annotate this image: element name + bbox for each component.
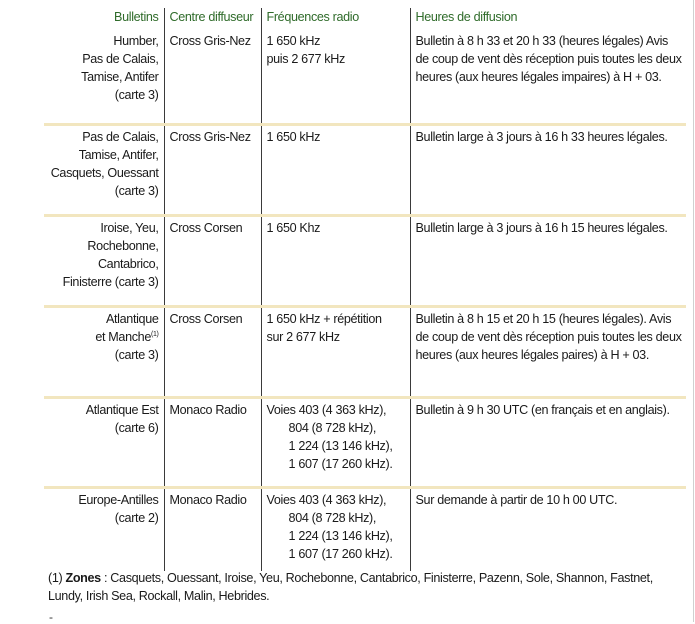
bulletin-cell — [44, 124, 164, 215]
bulletin-carte: (carte 3) — [114, 347, 159, 362]
frequency-cell — [261, 487, 410, 571]
frequency-line: Voies 403 (4 363 kHz), — [266, 492, 387, 507]
footnote-reference: (1) — [150, 330, 159, 338]
bulletin-cell — [44, 215, 164, 306]
frequency-cell — [261, 124, 410, 215]
table-row — [44, 487, 686, 571]
page-edge-rule — [693, 0, 694, 622]
table-header-row — [44, 8, 686, 28]
bulletin-carte: (carte 6) — [114, 420, 159, 435]
footnote-prefix: (1) — [48, 571, 66, 585]
frequency-line: 1 650 Khz — [266, 220, 321, 235]
schedule-cell: Bulletin large à 3 jours à 16 h 15 heures légales. — [410, 215, 686, 306]
frequency-line: 1 650 kHz + répétition — [266, 311, 382, 326]
centre-cell: Monaco Radio — [164, 487, 261, 571]
frequency-line: 804 (8 728 kHz), — [266, 420, 377, 435]
frequency-line: sur 2 677 kHz — [266, 329, 340, 344]
bulletin-carte: Finisterre (carte 3) — [62, 274, 159, 289]
frequency-line: Voies 403 (4 363 kHz), — [266, 402, 387, 417]
bulletin-carte: (carte 2) — [114, 510, 159, 525]
centre-cell: Cross Gris-Nez — [164, 28, 261, 124]
bulletin-region: Europe-Antilles — [78, 492, 159, 507]
frequency-line: 1 224 (13 146 kHz), — [266, 528, 393, 543]
schedule-cell: Bulletin à 8 h 15 et 20 h 15 (heures légales). Avis de coup de vent dès réception puis toutes les deux heures (aux heures légales paires) à H + 03. — [410, 306, 686, 397]
frequency-line: puis 2 677 kHz — [266, 52, 345, 66]
header-bulletins: Bulletins — [44, 8, 164, 28]
frequency-line: 1 650 kHz — [266, 34, 321, 48]
bulletin-cell — [44, 487, 164, 571]
bulletin-cell — [44, 397, 164, 487]
bulletin-region: Atlantique Est — [85, 402, 159, 417]
bulletin-region — [44, 310, 159, 346]
frequency-cell — [261, 397, 410, 487]
header-centre-diffuseur: Centre diffuseur — [164, 8, 261, 28]
frequency-line: 1 650 kHz — [266, 129, 321, 144]
weather-bulletin-table — [44, 8, 686, 571]
bulletin-cell — [44, 28, 164, 124]
bulletin-region-text: Atlantique et Manche — [95, 311, 159, 344]
bulletin-region: Iroise, Yeu, Rochebonne, Cantabrico, — [87, 220, 159, 271]
centre-cell: Cross Corsen — [164, 215, 261, 306]
schedule-cell: Bulletin large à 3 jours à 16 h 33 heures légales. — [410, 124, 686, 215]
centre-cell: Cross Corsen — [164, 306, 261, 397]
frequency-line: 1 224 (13 146 kHz), — [266, 438, 393, 453]
footnote-label: Zones — [65, 571, 101, 585]
stray-mark: - — [49, 610, 53, 624]
frequency-cell — [261, 215, 410, 306]
table-row — [44, 215, 686, 306]
schedule-cell: Bulletin à 8 h 33 et 20 h 33 (heures légales) Avis de coup de vent dès réception puis toutes les deux heures (aux heures légales impaires) à H + 03. — [415, 34, 682, 84]
bulletin-region: Humber, Pas de Calais, Tamise, Antifer — [81, 34, 159, 84]
schedule-cell: Sur demande à partir de 10 h 00 UTC. — [410, 487, 686, 571]
table-row — [44, 306, 686, 397]
schedule-cell: Bulletin à 9 h 30 UTC (en français et en anglais). — [410, 397, 686, 487]
frequency-cell — [261, 28, 410, 124]
centre-cell: Cross Gris-Nez — [164, 124, 261, 215]
zones-footnote — [48, 569, 688, 605]
footnote-text: : Casquets, Ouessant, Iroise, Yeu, Rochebonne, Cantabrico, Finisterre, Pazenn, Sole, Shannon, Fastnet, Lundy, Irish Sea, Rockall, Malin, Hebrides. — [48, 571, 653, 603]
header-heures-diffusion: Heures de diffusion — [415, 10, 518, 24]
centre-cell: Monaco Radio — [164, 397, 261, 487]
header-frequences-radio: Fréquences radio — [261, 8, 410, 28]
bulletin-carte: (carte 3) — [114, 183, 159, 198]
frequency-line: 1 607 (17 260 kHz). — [266, 546, 393, 561]
frequency-line: 804 (8 728 kHz), — [266, 510, 377, 525]
table-row — [44, 397, 686, 487]
table-row — [44, 28, 686, 124]
bulletin-region: Pas de Calais, Tamise, Antifer, Casquets, Ouessant — [50, 129, 159, 180]
bulletin-cell — [44, 306, 164, 397]
frequency-line: 1 607 (17 260 kHz). — [266, 456, 393, 471]
frequency-cell — [261, 306, 410, 397]
table-row — [44, 124, 686, 215]
bulletin-carte: (carte 3) — [114, 88, 159, 102]
